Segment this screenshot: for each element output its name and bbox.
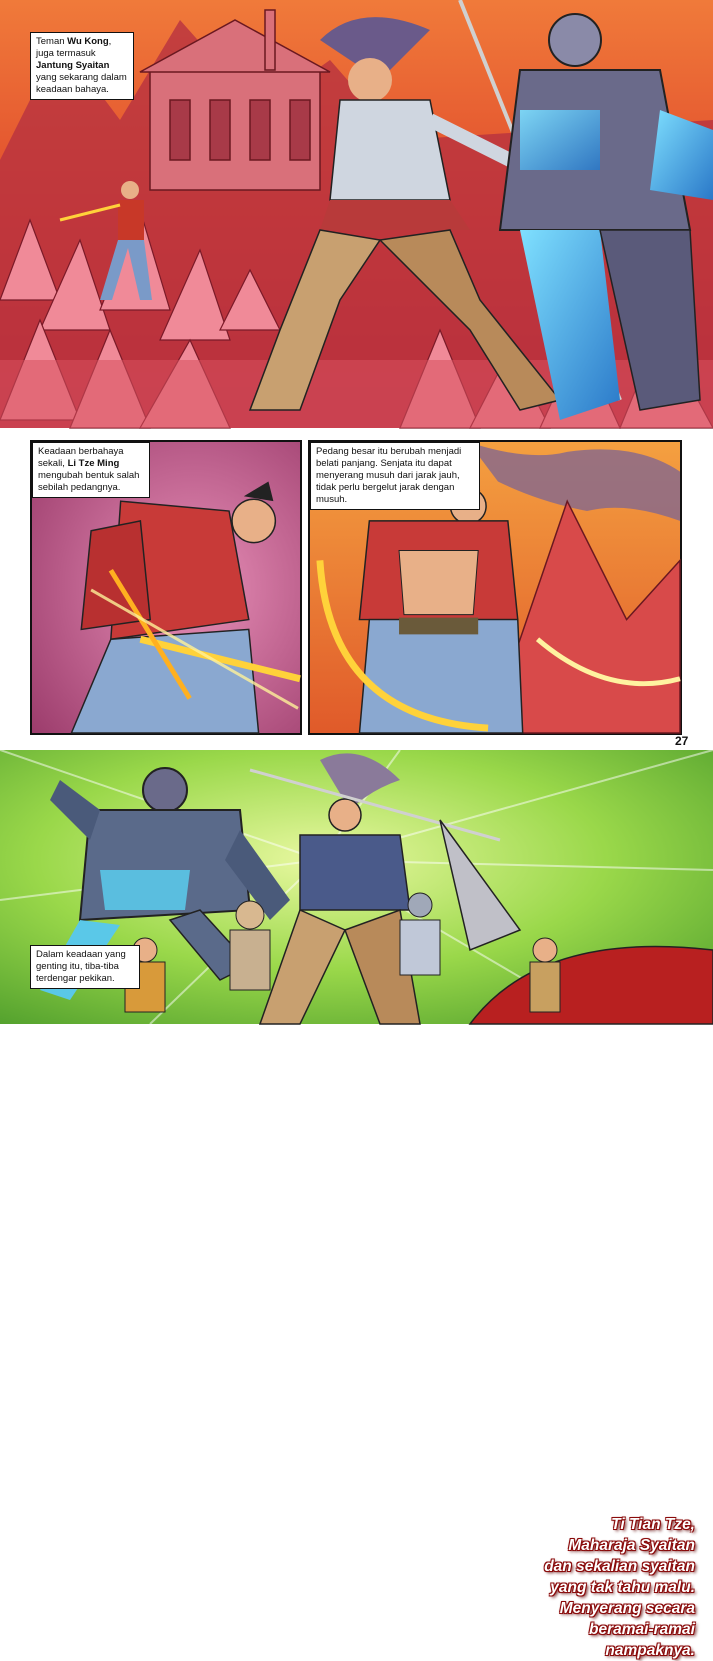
- top-panel: [0, 0, 713, 428]
- bottom-caption: Dalam keadaan yang genting itu, tiba-tiba terdengar pekikan.: [30, 945, 140, 989]
- middle-left-caption-part1: Keadaan berbahaya sekali,: [38, 446, 124, 469]
- top-caption: [30, 32, 134, 100]
- top-caption-part2: , juga termasuk: [36, 36, 112, 59]
- middle-right-panel: [308, 440, 682, 735]
- middle-left-caption-bold1: Li Tze Ming: [67, 458, 120, 469]
- page-number: 27: [675, 734, 689, 748]
- shout-line-1: Ti Tian Tze,: [611, 1516, 695, 1533]
- top-caption-part3: yang sekarang dalam keadaan bahaya.: [36, 72, 127, 95]
- top-caption-bold2: Jantung Syaitan: [36, 60, 110, 71]
- top-caption-part1: Teman: [36, 36, 68, 47]
- middle-left-caption-part2: mengubah bentuk salah sebilah pedangnya.: [38, 470, 140, 493]
- middle-left-panel: [30, 440, 302, 735]
- top-caption-bold1: Wu Kong: [67, 36, 109, 47]
- shout-line-2: Maharaja Syaitan: [568, 1537, 695, 1554]
- shout-text: [465, 1514, 695, 1661]
- middle-right-caption: Pedang besar itu berubah menjadi belati panjang. Senjata itu dapat menyerang musuh dari jarak jauh, tidak perlu bergelut jarak dengan musuh.: [310, 442, 480, 510]
- middle-left-caption: [32, 442, 150, 498]
- shout-line-4: yang tak tahu malu.: [550, 1579, 695, 1596]
- shout-line-5: Menyerang secara: [559, 1600, 695, 1617]
- shout-line-7: nampaknya.: [605, 1642, 695, 1659]
- shout-line-3: dan sekalian syaitan: [544, 1558, 695, 1575]
- bottom-panel: [0, 750, 713, 1659]
- shout-line-6: beramai-ramai: [589, 1621, 695, 1638]
